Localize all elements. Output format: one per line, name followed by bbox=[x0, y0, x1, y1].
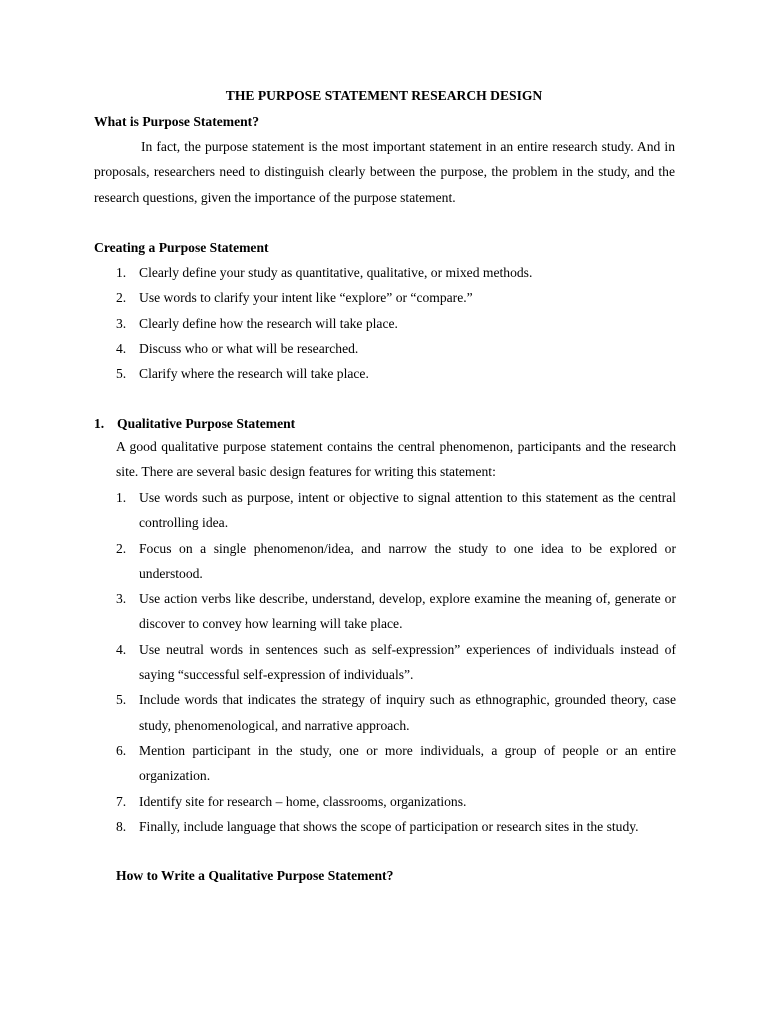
what-is-heading: What is Purpose Statement? bbox=[94, 114, 260, 129]
list-item-number: 1. bbox=[116, 265, 127, 280]
list-item-text: Focus on a single phenomenon/idea, and narrow the study to one idea to be explored or understood. bbox=[139, 540, 676, 581]
creating-list bbox=[116, 260, 676, 386]
list-item-number: 4. bbox=[116, 340, 127, 356]
list-item bbox=[116, 814, 676, 839]
list-item bbox=[116, 485, 676, 536]
list-item bbox=[116, 687, 676, 738]
list-item-text: Discuss who or what will be researched. bbox=[139, 340, 359, 356]
list-item-number: 4. bbox=[116, 641, 127, 657]
list-item-number: 6. bbox=[116, 742, 127, 758]
list-item bbox=[116, 637, 676, 688]
list-item-text: Clearly define how the research will take place. bbox=[139, 315, 398, 331]
list-item-text: Finally, include language that shows the scope of participation or research sites in the study. bbox=[139, 818, 639, 834]
list-item bbox=[116, 285, 676, 310]
list-item bbox=[116, 586, 676, 637]
section-heading-qualitative bbox=[94, 414, 295, 434]
list-item-text: Identify site for research – home, classrooms, organizations. bbox=[139, 793, 467, 809]
list-item-number: 3. bbox=[116, 315, 127, 331]
intro-paragraph: In fact, the purpose statement is the most important statement in an entire research study. And in proposals, researchers need to distinguish clearly between the purpose, the problem in the study, and the research questions, given the importance of the purpose statement. bbox=[94, 139, 675, 205]
list-item-number: 3. bbox=[116, 591, 127, 607]
section-number: 1. bbox=[94, 416, 105, 431]
list-item-number: 7. bbox=[116, 793, 127, 809]
list-item-text: Use words to clarify your intent like “explore” or “compare.” bbox=[139, 290, 473, 306]
qualitative-features-list bbox=[116, 485, 676, 839]
list-item-text: Mention participant in the study, one or more individuals, a group of people or an entire organization. bbox=[139, 742, 676, 784]
document-title: THE PURPOSE STATEMENT RESEARCH DESIGN bbox=[225, 88, 543, 103]
list-item-number: 2. bbox=[116, 540, 127, 556]
list-item-text: Use words such as purpose, intent or objective to signal attention to this statement as the central controlling idea. bbox=[139, 490, 676, 531]
list-item-number: 1. bbox=[116, 490, 127, 505]
list-item bbox=[116, 361, 676, 386]
how-to-write-heading: How to Write a Qualitative Purpose Statement? bbox=[116, 868, 394, 883]
section-heading-text: Qualitative Purpose Statement bbox=[117, 416, 296, 431]
list-item-text: Use neutral words in sentences such as self-expression” experiences of individuals instead of saying “successful self-expression of individuals”. bbox=[139, 641, 676, 683]
list-item-number: 5. bbox=[116, 692, 127, 708]
list-item-text: Include words that indicates the strategy of inquiry such as ethnographic, grounded theory, case study, phenomenological, and narrative approach. bbox=[139, 692, 676, 733]
list-item bbox=[116, 260, 676, 285]
list-item bbox=[116, 789, 676, 814]
list-item bbox=[116, 336, 676, 361]
list-item bbox=[116, 536, 676, 587]
list-item-number: 5. bbox=[116, 366, 127, 382]
list-item-number: 8. bbox=[116, 818, 127, 834]
section-paragraph: A good qualitative purpose statement contains the central phenomenon, participants and the research site. There are several basic design features for writing this statement: bbox=[116, 439, 676, 480]
creating-heading: Creating a Purpose Statement bbox=[94, 240, 269, 255]
list-item-text: Clearly define your study as quantitative, qualitative, or mixed methods. bbox=[139, 265, 533, 280]
list-item-number: 2. bbox=[116, 290, 127, 306]
list-item-text: Clarify where the research will take place. bbox=[139, 366, 369, 382]
list-item bbox=[116, 311, 676, 336]
list-item-text: Use action verbs like describe, understand, develop, explore examine the meaning of, generate or discover to convey how learning will take place. bbox=[139, 591, 676, 632]
list-item bbox=[116, 738, 676, 789]
